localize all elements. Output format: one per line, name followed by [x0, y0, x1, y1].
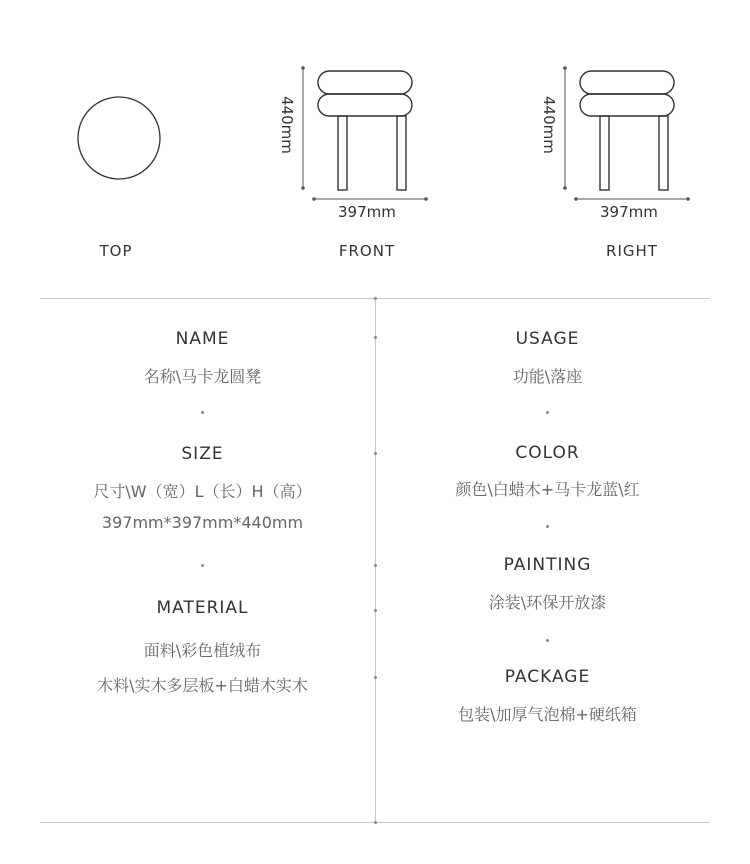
top-view-label: TOP — [99, 242, 133, 260]
package-value: 包装\加厚气泡棉+硬纸箱 — [458, 705, 637, 724]
separator-dot — [201, 411, 204, 414]
right-width-dimension: 397mm — [600, 203, 658, 221]
separator-dot — [546, 411, 549, 414]
divider-dot — [374, 564, 377, 567]
divider-dot — [374, 821, 377, 824]
painting-heading: PAINTING — [503, 555, 592, 575]
size-dimensions-label: 尺寸\W（宽）L（长）H（高） — [93, 482, 312, 501]
separator-dot — [546, 525, 549, 528]
right-height-dimension: 440mm — [540, 96, 558, 154]
color-value: 颜色\白蜡木+马卡龙蓝\红 — [455, 480, 640, 499]
name-heading: NAME — [175, 329, 230, 349]
front-height-dimension: 440mm — [278, 96, 296, 154]
material-fabric: 面料\彩色植绒布 — [143, 641, 262, 660]
package-heading: PACKAGE — [504, 667, 591, 687]
size-dimensions-value: 397mm*397mm*440mm — [101, 513, 304, 532]
specs-right-column — [385, 0, 710, 864]
divider-dot — [374, 297, 377, 300]
material-heading: MATERIAL — [156, 598, 249, 618]
name-value: 名称\马卡龙圆凳 — [143, 367, 262, 386]
divider-dot — [374, 676, 377, 679]
divider-dot — [374, 336, 377, 339]
front-view-label: FRONT — [338, 242, 396, 260]
material-wood: 木料\实木多层板+白蜡木实木 — [97, 676, 308, 695]
divider-dot — [374, 609, 377, 612]
separator-dot — [546, 639, 549, 642]
usage-heading: USAGE — [515, 329, 580, 349]
right-view-label: RIGHT — [606, 242, 658, 260]
painting-value: 涂装\环保开放漆 — [488, 593, 607, 612]
specs-left-column — [40, 0, 365, 864]
color-heading: COLOR — [515, 443, 580, 463]
front-width-dimension: 397mm — [338, 203, 396, 221]
separator-dot — [201, 564, 204, 567]
usage-value: 功能\落座 — [512, 367, 583, 386]
center-divider — [375, 298, 376, 823]
divider-dot — [374, 452, 377, 455]
size-heading: SIZE — [181, 444, 224, 464]
